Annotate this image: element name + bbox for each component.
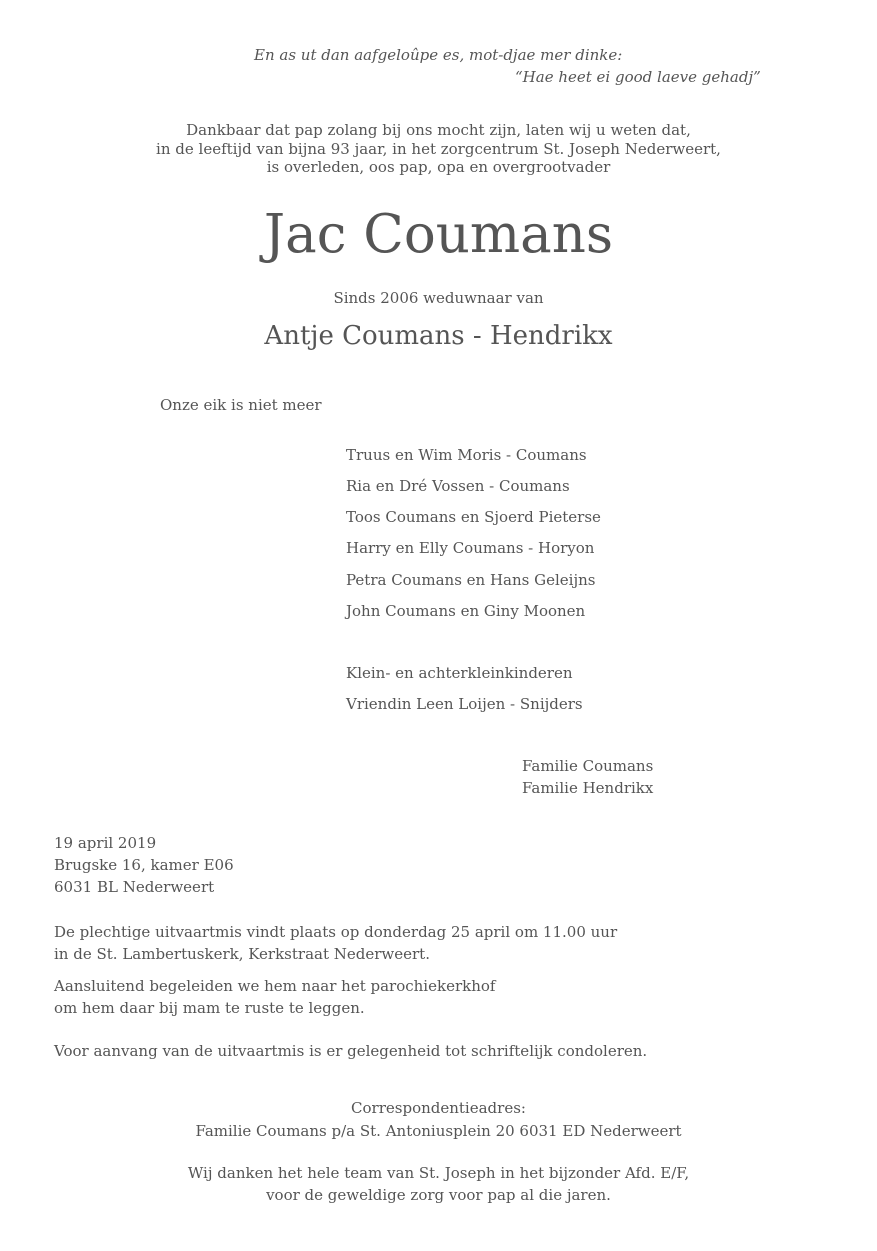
service-line-2: in de St. Lambertuskerk, Kerkstraat Nederweert. (54, 945, 430, 963)
intro-line-3: is overleden, oos pap, opa en overgrootvader (266, 158, 611, 176)
address-city: 6031 BL Nederweert (54, 878, 215, 896)
family-name: Familie Hendrikx (522, 779, 654, 797)
list-item: Petra Coumans en Hans Geleijns (346, 571, 596, 589)
widower-line: Sinds 2006 weduwnaar van (333, 289, 544, 307)
thanks-line-1: Wij danken het hele team van St. Joseph in het bijzonder Afd. E/F, (187, 1164, 690, 1182)
oak-line: Onze eik is niet meer (160, 396, 322, 414)
condolence-line: Voor aanvang van de uitvaartmis is er gelegenheid tot schriftelijk condoleren. (54, 1042, 648, 1060)
list-item: Harry en Elly Coumans - Horyon (346, 539, 595, 557)
address-date: 19 april 2019 (54, 834, 157, 852)
spouse-name: Antje Coumans - Hendrikx (264, 321, 613, 351)
list-item: Klein- en achterkleinkinderen (346, 664, 573, 682)
list-item: Ria en Dré Vossen - Coumans (346, 477, 570, 495)
burial-line-2: om hem daar bij mam te ruste te leggen. (54, 999, 365, 1017)
intro-line-2: in de leeftijd van bijna 93 jaar, in het zorgcentrum St. Joseph Nederweert, (156, 140, 721, 158)
address-street: Brugske 16, kamer E06 (54, 856, 234, 874)
poem-line-1: En as ut dan aafgeloûpe es, mot-djae mer dinke: (254, 46, 623, 64)
thanks-line-2: voor de geweldige zorg voor pap al die jaren. (266, 1186, 611, 1204)
list-item: Truus en Wim Moris - Coumans (346, 446, 587, 464)
intro-line-1: Dankbaar dat pap zolang bij ons mocht zijn, laten wij u weten dat, (186, 121, 691, 139)
deceased-name: Jac Coumans (263, 204, 614, 265)
burial-line-1: Aansluitend begeleiden we hem naar het parochiekerkhof (54, 977, 496, 995)
list-item: Vriendin Leen Loijen - Snijders (346, 695, 583, 713)
service-line-1: De plechtige uitvaartmis vindt plaats op donderdag 25 april om 11.00 uur (54, 923, 618, 941)
correspondence-label: Correspondentieadres: (351, 1099, 526, 1117)
correspondence-address: Familie Coumans p/a St. Antoniusplein 20 6031 ED Nederweert (195, 1122, 682, 1140)
list-item: John Coumans en Giny Moonen (346, 602, 586, 620)
family-name: Familie Coumans (522, 757, 654, 775)
list-item: Toos Coumans en Sjoerd Pieterse (346, 508, 601, 526)
poem-line-2: “Hae heet ei good laeve gehadj” (515, 68, 761, 86)
